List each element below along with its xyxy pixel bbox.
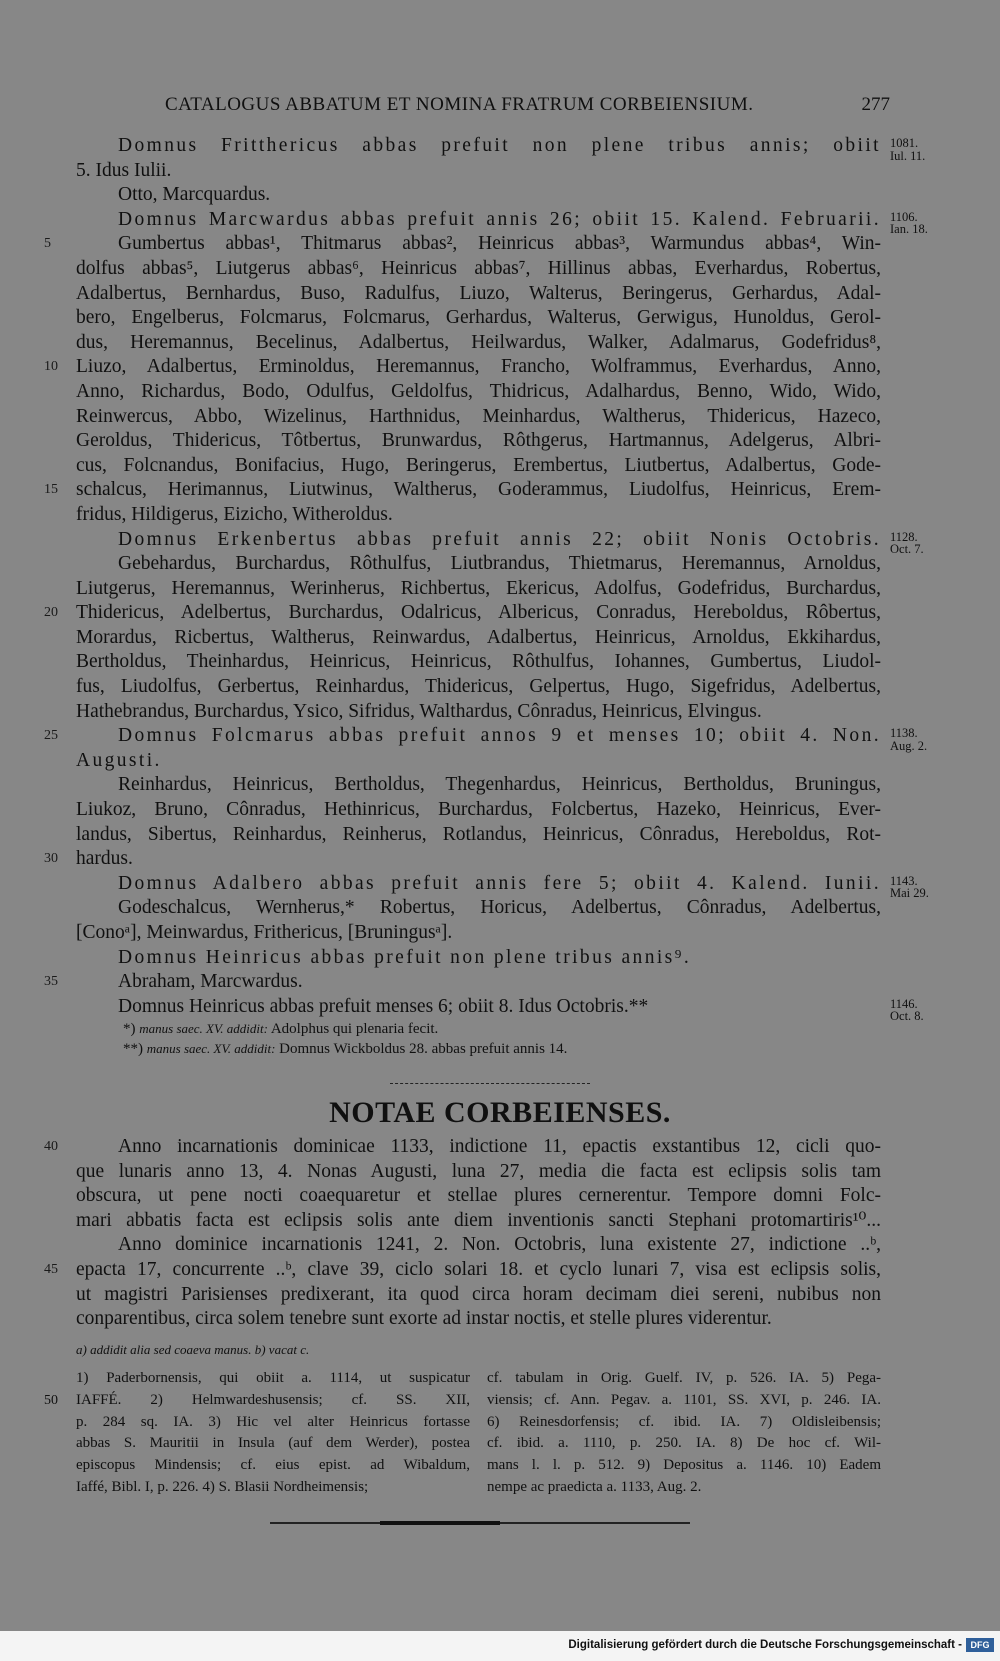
dfg-logo: DFG	[966, 1638, 994, 1652]
line-text: landus, Sibertus, Reinhardus, Reinherus, Rotlandus, Heinricus, Cônradus, Hereboldus, Rot-	[76, 823, 881, 845]
margin-date-part: 1106.	[890, 209, 918, 224]
line-text: que lunaris anno 13, 4. Nonas Augusti, luna 27, media die facta est eclipsis solis tam	[76, 1160, 881, 1182]
catalog-line	[0, 773, 1000, 798]
line-text: Liutgerus, Heremannus, Werinherus, Richbertus, Ekericus, Adolfus, Godefridus, Burchardus,	[76, 577, 881, 599]
catalog-line	[0, 700, 1000, 725]
line-number: 35	[44, 974, 58, 990]
margin-date-part: Oct. 8.	[890, 1009, 924, 1024]
catalog-line	[0, 626, 1000, 651]
letter-footnotes: a) addidit alia sed coaeva manus. b) vacat c.	[76, 1342, 310, 1357]
line-text: Anno dominice incarnationis 1241, 2. Non. Octobris, luna existente 27, indictione ..ᵇ,	[118, 1234, 881, 1256]
line-number: 15	[44, 482, 58, 498]
line-text: hardus.	[76, 848, 133, 870]
footnote-col-right: viensis; cf. Ann. Pegav. a. 1101, SS. XVI, p. 246. IA.	[487, 1391, 881, 1408]
footnote-row	[0, 1433, 1000, 1455]
catalog-line	[0, 749, 1000, 774]
notae-line	[0, 1209, 1000, 1234]
catalog-line	[0, 159, 1000, 184]
line-number: 50	[44, 1392, 58, 1408]
line-text: Anno, Richardus, Bodo, Odulfus, Geldolfus, Thidricus, Adalhardus, Benno, Wido, Wido,	[76, 380, 881, 402]
line-number: 40	[44, 1139, 58, 1154]
footnote-row	[0, 1368, 1000, 1390]
note-emphasis: manus saec. XV. addidit:	[139, 1021, 268, 1037]
catalog-line	[0, 946, 1000, 971]
line-number: 30	[44, 851, 58, 867]
line-text: Godeschalcus, Wernherus,* Robertus, Horicus, Adelbertus, Cônradus, Adelbertus,	[118, 897, 881, 919]
line-text: 5. Idus Iulii.	[76, 159, 172, 181]
catalog-line	[0, 896, 1000, 921]
catalog-line	[0, 798, 1000, 823]
catalog-line	[0, 601, 1000, 626]
catalog-line	[0, 847, 1000, 872]
line-text: Geroldus, Thidericus, Tôtbertus, Brunwardus, Rôthgerus, Hartmannus, Adelgerus, Albri-	[76, 430, 881, 452]
catalog-line	[0, 405, 1000, 430]
catalog-line	[0, 306, 1000, 331]
line-text: Morardus, Ricbertus, Waltherus, Reinwardus, Adalbertus, Heinricus, Arnoldus, Ekkihardus,	[76, 626, 881, 648]
line-text: conparentibus, circa solem tenebre sunt exorte ad instar noctis, et stelle plures viderentur.	[76, 1308, 772, 1330]
line-text: Domnus Heinricus abbas prefuit menses 6; obiit 8. Idus Octobris.**	[118, 995, 649, 1017]
note-mark: **)	[123, 1041, 147, 1058]
editorial-note-text	[123, 1019, 881, 1039]
catalog-line	[0, 921, 1000, 946]
line-text: Reinwercus, Abbo, Wizelinus, Harthnidus, Meinhardus, Waltherus, Thidericus, Hazeco,	[76, 405, 881, 427]
margin-date-part: 1146.	[890, 996, 918, 1011]
editorial-note	[0, 1019, 1000, 1039]
catalog-line	[0, 355, 1000, 380]
section-title: NOTAE CORBEIENSES.	[329, 1096, 671, 1129]
line-text: ut magistri Parisienses predixerant, ita quod circa horam decimam diei sereni, nubibus non	[76, 1283, 881, 1305]
line-text: Gebehardus, Burchardus, Rôthulfus, Liutbrandus, Thietmarus, Heremannus, Arnoldus,	[118, 553, 881, 575]
line-text: epacta 17, concurrente ..ᵇ, clave 39, ciclo solari 18. et cyclo lunari 7, visa est eclipsis solis,	[76, 1258, 881, 1280]
line-text: Liukoz, Bruno, Cônradus, Hethinricus, Burchardus, Folcbertus, Hazeko, Heinricus, Ever-	[76, 799, 881, 821]
editorial-note-text	[123, 1039, 881, 1059]
bottom-rule-bold	[380, 1521, 500, 1525]
catalog-line	[0, 872, 1000, 901]
footnote-row	[0, 1390, 1000, 1412]
line-text: Abraham, Marcwardus.	[118, 971, 303, 993]
line-text: Domnus Folcmarus abbas prefuit annos 9 et menses 10; obiit 4. Non.	[118, 725, 881, 747]
margin-date-part: 1143.	[890, 873, 918, 888]
catalog-line	[0, 183, 1000, 208]
notae-line	[0, 1233, 1000, 1258]
catalog-line	[0, 995, 1000, 1024]
page-number: 277	[861, 94, 890, 115]
footnote-col-right: cf. tabulam in Orig. Guelf. IV, p. 526. IA. 5) Pega-	[487, 1370, 881, 1386]
line-text: Otto, Marcquardus.	[118, 184, 271, 206]
line-text: Bertholdus, Theinhardus, Heinricus, Heinricus, Rôthulfus, Iohannes, Gumbertus, Liudol-	[76, 651, 881, 673]
footnote-col-left: IAFFÉ. 2) Helmwardeshusensis; cf. SS. XII,	[76, 1391, 470, 1408]
footnote-col-left: abbas S. Mauritii in Insula (auf dem Werder), postea	[76, 1435, 470, 1452]
footnote-col-right: mans l. l. p. 512. 9) Depositus a. 1146. 10) Eadem	[487, 1457, 881, 1474]
line-number: 10	[44, 359, 58, 375]
line-text: Domnus Adalbero abbas prefuit annis fere 5; obiit 4. Kalend. Iunii.	[118, 872, 881, 894]
footnote-col-left: episcopus Mindensis; cf. eius epist. ad Wibaldum,	[76, 1457, 470, 1474]
catalog-line	[0, 675, 1000, 700]
line-text: dolfus abbas⁵, Liutgerus abbas⁶, Heinricus abbas⁷, Hillinus abbas, Everhardus, Robertus,	[76, 257, 881, 279]
running-header	[75, 94, 890, 118]
catalog-line	[0, 208, 1000, 237]
notae-line	[0, 1307, 1000, 1332]
footnote-col-right: cf. ibid. a. 1110, p. 250. IA. 8) De hoc cf. Wil-	[487, 1435, 881, 1452]
catalog-line	[0, 552, 1000, 577]
line-text: Gumbertus abbas¹, Thitmarus abbas², Heinricus abbas³, Warmundus abbas⁴, Win-	[118, 233, 881, 255]
line-text: [Conoᵃ], Meinwardus, Frithericus, [Bruningusᵃ].	[76, 922, 453, 943]
line-text: Domnus Heinricus abbas prefuit non plene tribus annis⁹.	[118, 946, 692, 968]
margin-date-part: Mai 29.	[890, 886, 929, 901]
catalog-line	[0, 503, 1000, 528]
line-text: Augusti.	[76, 749, 162, 771]
editorial-note	[0, 1039, 1000, 1059]
margin-date-part: Oct. 7.	[890, 542, 924, 556]
line-text: schalcus, Herimannus, Liutwinus, Waltherus, Goderammus, Liudolfus, Heinricus, Erem-	[76, 479, 881, 501]
notae-line	[0, 1160, 1000, 1185]
footnote-col-left: Iaffé, Bibl. I, p. 226. 4) S. Blasii Nordheimensis;	[76, 1478, 369, 1495]
catalog-line	[0, 134, 1000, 163]
line-text: Domnus Fritthericus abbas prefuit non plene tribus annis; obiit	[118, 135, 881, 156]
margin-date-part: 1081.	[890, 136, 919, 150]
line-text: Thidericus, Adelbertus, Burchardus, Odalricus, Albericus, Conradus, Hereboldus, Rôbertus,	[76, 602, 881, 624]
catalog-line	[0, 528, 1000, 556]
line-text: Anno incarnationis dominicae 1133, indictione 11, epactis exstantibus 12, cicli quo-	[118, 1136, 881, 1157]
catalog-line	[0, 478, 1000, 503]
catalog-line	[0, 429, 1000, 454]
footnote-col-right: 6) Reinesdorfensis; cf. ibid. IA. 7) Oldisleibensis;	[487, 1413, 881, 1430]
catalog-line	[0, 970, 1000, 995]
catalog-line	[0, 577, 1000, 602]
line-number: 45	[44, 1261, 58, 1277]
catalog-line	[0, 232, 1000, 257]
line-text: Hathebrandus, Burchardus, Ysico, Sifridus, Walthardus, Cônradus, Heinricus, Elvingus.	[76, 700, 762, 722]
catalog-line	[0, 650, 1000, 675]
notae-line	[0, 1283, 1000, 1308]
note-body: Domnus Wickboldus 28. abbas prefuit annis 14.	[275, 1041, 568, 1058]
notae-text	[0, 1135, 1000, 1332]
numbered-footnotes	[0, 1368, 1000, 1499]
catalog-line	[0, 823, 1000, 848]
margin-date-part: 1128.	[890, 529, 918, 544]
line-text: Domnus Marcwardus abbas prefuit annis 26; obiit 15. Kalend. Februarii.	[118, 208, 881, 230]
line-number: 25	[44, 728, 58, 744]
footnote-row	[0, 1477, 1000, 1499]
catalog-line	[0, 282, 1000, 307]
margin-date-part: Ian. 18.	[890, 222, 928, 237]
note-mark: *)	[123, 1021, 140, 1038]
margin-date-part: Aug. 2.	[890, 738, 928, 753]
line-text: Adalbertus, Bernhardus, Buso, Radulfus, Liuzo, Walterus, Beringerus, Gerhardus, Adal-	[76, 282, 881, 304]
catalog-line	[0, 724, 1000, 753]
footnote-row	[0, 1412, 1000, 1434]
line-text: dus, Heremannus, Becelinus, Adalbertus, Heilwardus, Walker, Adalmarus, Godefridus⁸,	[76, 331, 881, 353]
footnote-col-left: p. 284 sq. IA. 3) Hic vel alter Heinricus fortasse	[76, 1413, 470, 1430]
footnote-col-right: nempe ac praedicta a. 1133, Aug. 2.	[487, 1478, 702, 1495]
line-text: fus, Liudolfus, Gerbertus, Reinhardus, Thidericus, Gelpertus, Hugo, Sigefridus, Adelbertus,	[76, 676, 881, 698]
note-body: Adolphus qui plenaria fecit.	[267, 1021, 439, 1038]
catalog-line	[0, 380, 1000, 405]
notae-line	[0, 1258, 1000, 1283]
line-number: 20	[44, 605, 58, 621]
footnote-col-left: 1) Paderbornensis, qui obiit a. 1114, ut suspicatur	[76, 1370, 470, 1386]
notae-line	[0, 1184, 1000, 1209]
catalog-text	[0, 134, 1000, 1059]
notae-line	[0, 1135, 1000, 1160]
footnote-row	[0, 1455, 1000, 1477]
catalog-line	[0, 257, 1000, 282]
line-text: mari abbatis facta est eclipsis solis ante diem inventionis sancti Stephani protomartiris¹⁰...	[76, 1209, 881, 1231]
line-text: Reinhardus, Heinricus, Bertholdus, Thegenhardus, Heinricus, Bertholdus, Bruningus,	[118, 774, 881, 796]
line-number: 5	[44, 236, 51, 252]
margin-date-part: 1138.	[890, 726, 918, 741]
section-divider	[390, 1083, 590, 1084]
line-text: fridus, Hildigerus, Eizicho, Witheroldus.	[76, 503, 393, 525]
note-emphasis: manus saec. XV. addidit:	[146, 1041, 276, 1057]
catalog-line	[0, 454, 1000, 479]
header-title: CATALOGUS ABBATUM ET NOMINA FRATRUM CORBEIENSIUM.	[165, 94, 754, 115]
line-text: bero, Engelberus, Folcmarus, Folcmarus, Gerhardus, Walterus, Gerwigus, Hunoldus, Gerol-	[76, 307, 881, 329]
margin-date-part: Iul. 11.	[890, 148, 926, 163]
footer-bar	[0, 1631, 1000, 1661]
catalog-line	[0, 331, 1000, 356]
line-text: Liuzo, Adalbertus, Erminoldus, Heremannus, Francho, Wolframmus, Everhardus, Anno,	[76, 356, 881, 378]
footer-credit: Digitalisierung gefördert durch die Deutsche Forschungsgemeinschaft -	[568, 1639, 962, 1651]
line-text: obscura, ut pene nocti coaequaretur et stellae plures cernerentur. Tempore domni Folc-	[76, 1185, 881, 1207]
line-text: Domnus Erkenbertus abbas prefuit annis 22; obiit Nonis Octobris.	[118, 528, 881, 550]
line-text: cus, Folcnandus, Bonifacius, Hugo, Beringerus, Erembertus, Liutbertus, Adalbertus, Gode-	[76, 454, 881, 476]
